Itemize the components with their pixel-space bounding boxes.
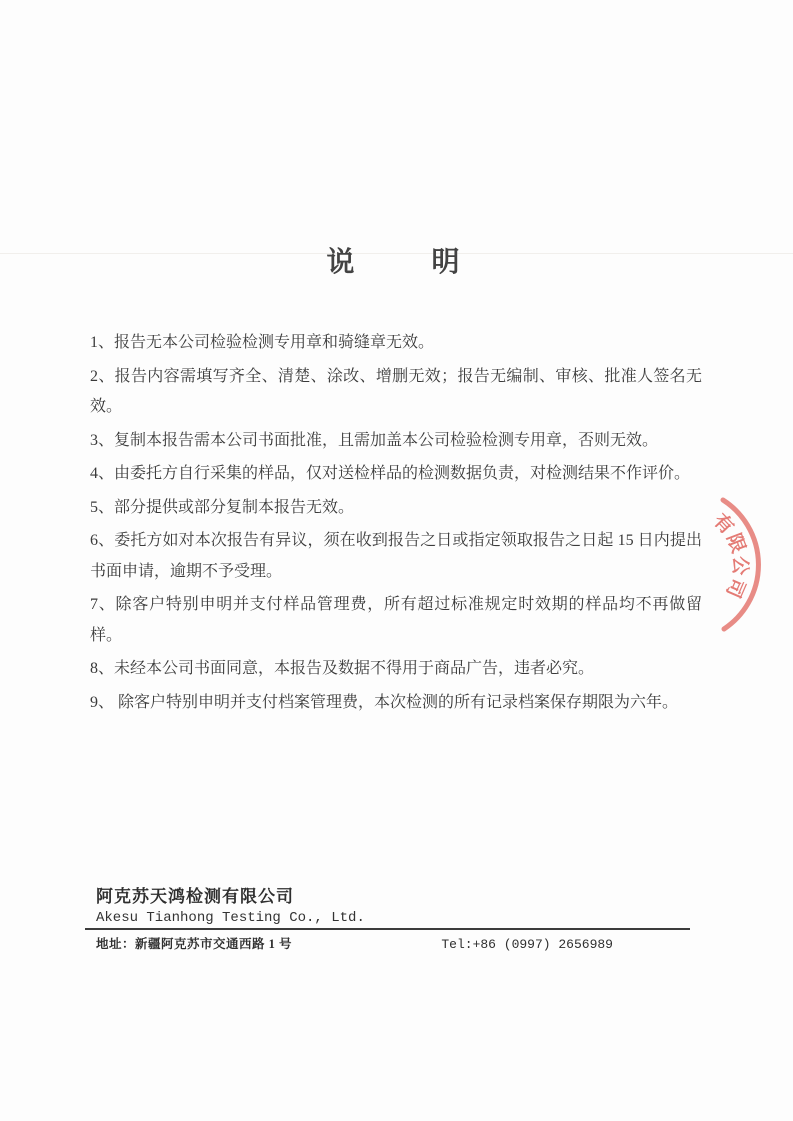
note-item: 7、除客户特别申明并支付样品管理费，所有超过标准规定时效期的样品均不再做留样。 [90,596,702,644]
footer-company-block [96,882,365,926]
tel-text: Tel:+86 (0997) 2656989 [441,937,613,952]
company-name-en: Akesu Tianhong Testing Co., Ltd. [96,910,365,926]
note-item: 3、复制本报告需本公司书面批准，且需加盖本公司检验检测专用章，否则无效。 [90,431,659,449]
stamp-text: 有限公司 [709,510,751,602]
footer-divider [85,928,690,930]
note-item: 6、委托方如对本次报告有异议，须在收到报告之日或指定领取报告之日起 15 日内提出书面申请，逾期不予受理。 [90,532,702,580]
note-item: 5、部分提供或部分复制本报告无效。 [90,498,355,516]
stamp-arc [723,500,758,629]
company-name-cn: 阿克苏天鸿检测有限公司 [96,887,294,906]
note-item: 4、由委托方自行采集的样品，仅对送检样品的检测数据负责，对检测结果不作评价。 [90,465,691,482]
note-item: 8、未经本公司书面同意，本报告及数据不得用于商品广告，违者必究。 [90,660,595,677]
footer-contact-row [96,934,690,952]
page-title: 说 明 [326,246,467,278]
address-text: 地址：新疆阿克苏市交通西路 1 号 [96,937,293,951]
note-item: 2、报告内容需填写齐全、清楚、涂改、增删无效；报告无编制、审核、批准人签名无效。 [90,367,702,415]
note-item: 1、报告无本公司检验检测专用章和骑缝章无效。 [90,334,435,351]
notes-list [90,328,702,721]
note-item: 9、 除客户特别申明并支付档案管理费，本次检测的所有记录档案保存期限为六年。 [90,693,679,711]
